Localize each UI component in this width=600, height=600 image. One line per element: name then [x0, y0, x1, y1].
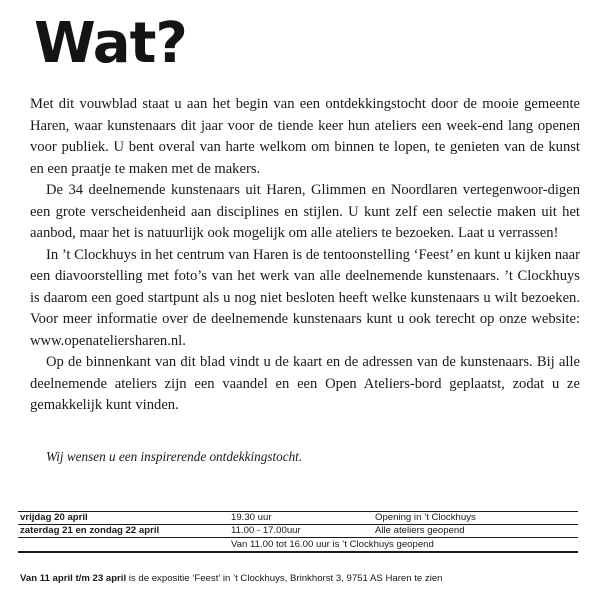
exhibition-text: is de expositie ‘Feest’ in ’t Clockhuys, Brinkhorst 3, 9751 AS Haren te zien — [126, 573, 443, 584]
exhibition-dates: Van 11 april t/m 23 april — [20, 573, 127, 584]
schedule-table — [18, 511, 578, 553]
schedule-row — [18, 512, 578, 525]
schedule-time: 11.00 - 17.00uur — [231, 525, 301, 536]
schedule-event: Alle ateliers geopend — [375, 525, 465, 536]
schedule-row — [18, 525, 578, 538]
schedule-day: zaterdag 21 en zondag 22 april — [20, 525, 160, 536]
schedule-time: 19.30 uur — [231, 512, 272, 523]
closing-line: Wij wensen u een inspirerende ontdekkingstocht. — [46, 449, 303, 464]
paragraph: In ’t Clockhuys in het centrum van Haren is de tentoonstelling ‘Feest’ en kunt u kijken naar een diavoorstelling met foto’s van het werk van alle deelnemende kunstenaars. ’t Clockhuys is daarom een goed startpunt als u nog niet besloten heeft welke kunstenaars u wilt bezoeken. Voor meer informatie over de deelnemende kunstenaars kunt u ook terecht op onze website: www.openateliersharen.nl. — [30, 246, 580, 349]
intro-text — [30, 94, 580, 417]
schedule-event: Opening in ’t Clockhuys — [375, 512, 476, 523]
schedule-day: vrijdag 20 april — [20, 512, 88, 523]
page-title: Wat? — [34, 11, 187, 76]
schedule-note: Van 11.00 tot 16.00 uur is ’t Clockhuys geopend — [231, 539, 434, 550]
paragraph: De 34 deelnemende kunstenaars uit Haren, Glimmen en Noordlaren vertegenwoor-digen een grote verscheidenheid aan disciplines en stijlen. U kunt zelf een selectie maken uit het aanbod, maar het is natuurlijk ook mogelijk om alle ateliers te bezoeken. Laat u verrassen! — [30, 182, 580, 241]
paragraph: Op de binnenkant van dit blad vindt u de kaart en de adressen van de kunstenaars. Bij alle deelnemende ateliers zijn een vaandel en een Open Ateliers-bord geplaatst, zodat u ze gemakkelijk kunt vinden. — [30, 354, 580, 413]
schedule-row — [18, 538, 578, 553]
paragraph: Met dit vouwblad staat u aan het begin van een ontdekkingstocht door de mooie gemeente Haren, waar kunstenaars dit jaar voor de tiende keer hun ateliers een week-end lang openen voor publiek. U bent overal van harte welkom om binnen te lopen, te genieten van de kunst en een praatje te maken met de makers. — [30, 96, 580, 177]
exhibition-note — [20, 573, 443, 584]
